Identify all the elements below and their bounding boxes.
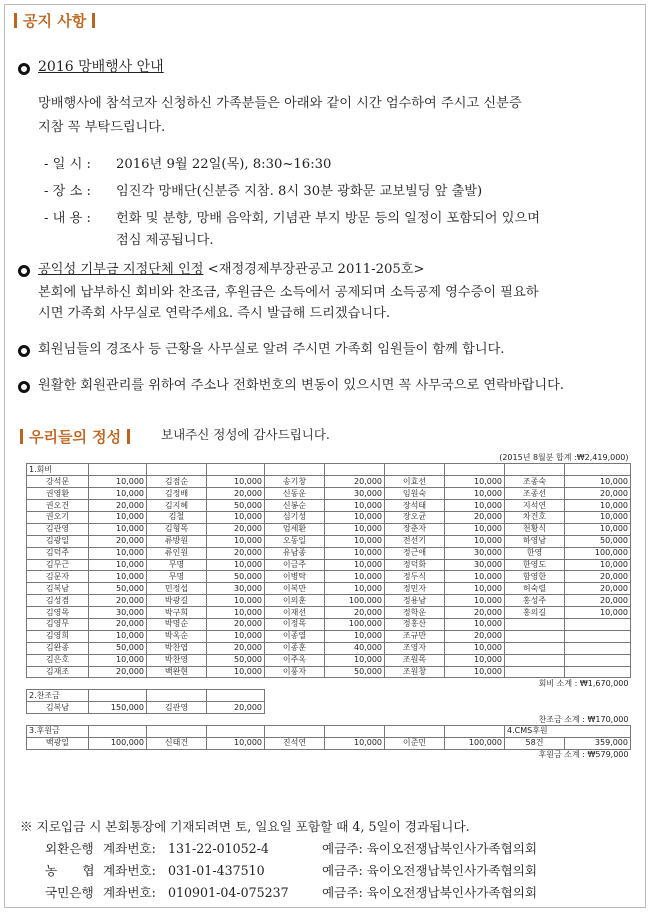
- empty-cell: [325, 725, 385, 737]
- contrib-thanks: 보내주신 정성에 감사드립니다.: [161, 427, 330, 442]
- empty-cell: [207, 690, 265, 702]
- donor-amount: 20,000: [565, 488, 631, 500]
- donor-amount: 20,000: [325, 607, 385, 619]
- donor-amount: 10,000: [325, 511, 385, 523]
- donor-name: 박찬엽: [147, 642, 207, 654]
- event-content-line2: 점심 제공됩니다.: [116, 233, 214, 248]
- giro-note: ※ 지로입금 시 본회통장에 기재되려면 토, 일요일 포함할 때 4, 5일이 경과됩니다.: [20, 819, 470, 834]
- donor-name: 이병탁: [265, 571, 325, 583]
- table-row: [27, 702, 631, 714]
- donor-name: 김영목: [27, 607, 89, 619]
- bank-name: 농 협: [45, 863, 95, 878]
- donor-name: 김정배: [147, 488, 207, 500]
- donor-name: [505, 666, 565, 678]
- donor-amount: 10,000: [207, 511, 265, 523]
- table-row: [27, 500, 631, 512]
- empty-cell: [565, 464, 631, 476]
- empty-cell: [445, 725, 505, 737]
- donor-name: 김형목: [147, 523, 207, 535]
- donor-amount: 10,000: [207, 559, 265, 571]
- subtotal-row: [27, 714, 631, 726]
- donor-amount: 10,000: [207, 535, 265, 547]
- donor-amount: 10,000: [445, 595, 505, 607]
- donor-name: 정용남: [385, 595, 445, 607]
- donor-name: 김철: [147, 511, 207, 523]
- donor-amount: [565, 666, 631, 678]
- donor-amount: 10,000: [445, 642, 505, 654]
- notice-section-title: 공지 사항: [8, 10, 101, 31]
- empty-cell: [445, 464, 505, 476]
- donor-amount: 20,000: [325, 476, 385, 488]
- donor-amount: [565, 642, 631, 654]
- donor-amount: 10,000: [445, 476, 505, 488]
- donor-name: 장오균: [385, 511, 445, 523]
- donor-amount: 10,000: [89, 476, 147, 488]
- donor-amount: 10,000: [89, 559, 147, 571]
- donor-name: 김관영: [27, 523, 89, 535]
- donor-amount: 40,000: [325, 642, 385, 654]
- donor-name: 이효선: [385, 476, 445, 488]
- donor-name: 장춘자: [385, 523, 445, 535]
- donor-amount: 20,000: [89, 595, 147, 607]
- donor-amount: 150,000: [89, 702, 147, 714]
- donor-name: 오동일: [265, 535, 325, 547]
- empty-cell: [385, 725, 445, 737]
- donor-amount: 20,000: [445, 607, 505, 619]
- donor-name: 정홍산: [385, 618, 445, 630]
- donor-name: 백광일: [27, 737, 89, 749]
- donor-amount: 10,000: [89, 488, 147, 500]
- event-content: - 내 용 : 헌화 및 분향, 망배 음악회, 기념관 부지 방문 등의 일정이 포함되어 있으며: [44, 211, 540, 226]
- donor-name: 함영한: [505, 571, 565, 583]
- donor-amount: 10,000: [89, 523, 147, 535]
- donor-name: 엄세환: [265, 523, 325, 535]
- donor-name: 임원숙: [385, 488, 445, 500]
- donor-name: 김광일: [27, 535, 89, 547]
- table-row: [27, 523, 631, 535]
- donor-amount: 20,000: [445, 630, 505, 642]
- donation-title-line: 공익성 기부금 지정단체 인정 <재정경제부장관공고 2011-205호>: [38, 262, 425, 277]
- donor-amount: 30,000: [445, 547, 505, 559]
- account-number: 131-22-01052-4: [168, 841, 269, 856]
- bullet-icon: [18, 63, 30, 75]
- empty-cell: [89, 464, 147, 476]
- donor-name: [505, 654, 565, 666]
- title-bar-left: [20, 429, 23, 444]
- bullet-icon: [18, 345, 30, 357]
- donor-name: 신동운: [265, 488, 325, 500]
- donor-name: 박명순: [147, 618, 207, 630]
- donor-name: 이종훈: [265, 642, 325, 654]
- donor-amount: 20,000: [565, 583, 631, 595]
- donor-amount: 50,000: [207, 654, 265, 666]
- donor-amount: 20,000: [565, 595, 631, 607]
- table-row: [27, 476, 631, 488]
- donor-name: 조영자: [385, 642, 445, 654]
- account-holder: 예금주: 육이오전쟁납북인사가족협의회: [322, 863, 538, 878]
- empty-cell: [505, 464, 565, 476]
- empty-cell: [385, 464, 445, 476]
- donor-name: 이정목: [265, 618, 325, 630]
- account-number: 031-01-437510: [168, 863, 265, 878]
- donor-amount: 100,000: [445, 737, 505, 749]
- donor-amount: 10,000: [325, 523, 385, 535]
- donor-amount: 10,000: [89, 654, 147, 666]
- donor-name: 정근애: [385, 547, 445, 559]
- donor-amount: 50,000: [89, 583, 147, 595]
- account-number: 010901-04-075237: [168, 885, 289, 900]
- empty-cell: [207, 464, 265, 476]
- donor-amount: 20,000: [207, 618, 265, 630]
- donor-amount: 10,000: [207, 630, 265, 642]
- donor-amount: 50,000: [325, 666, 385, 678]
- donor-amount: [565, 618, 631, 630]
- donor-name: 권오기: [27, 511, 89, 523]
- empty-cell: [265, 725, 325, 737]
- donor-amount: 10,000: [89, 571, 147, 583]
- donor-name: [505, 618, 565, 630]
- donor-amount: 10,000: [565, 523, 631, 535]
- contribution-table: [26, 452, 631, 761]
- donor-amount: 359,000: [565, 737, 631, 749]
- donor-name: 이종열: [265, 630, 325, 642]
- donor-amount: 20,000: [207, 702, 265, 714]
- donor-name: 권오건: [27, 500, 89, 512]
- donor-name: 정덕화: [385, 559, 445, 571]
- donor-amount: 10,000: [325, 654, 385, 666]
- support-subtotal: 찬조금 소계 : ₩170,000: [538, 714, 629, 724]
- donor-name: 백완현: [147, 666, 207, 678]
- account-holder: 예금주: 육이오전쟁납북인사가족협의회: [322, 841, 538, 856]
- donor-amount: 10,000: [565, 511, 631, 523]
- donor-amount: 10,000: [445, 488, 505, 500]
- donor-name: 이주옥: [265, 654, 325, 666]
- donor-name: 류인원: [147, 547, 207, 559]
- donor-amount: 10,000: [445, 500, 505, 512]
- donor-name: 이복만: [265, 583, 325, 595]
- table-row: [27, 737, 631, 749]
- donor-name: 정민자: [385, 583, 445, 595]
- donor-name: 신태건: [147, 737, 207, 749]
- donor-amount: 100,000: [565, 547, 631, 559]
- account-label: 계좌번호:: [103, 863, 156, 878]
- notice-item-3: 회원님들의 경조사 등 근황을 사무실로 알려 주시면 가족회 임원들이 함께 합니다.: [38, 342, 505, 357]
- donor-name: 박광길: [147, 595, 207, 607]
- donor-name: 김완종: [27, 642, 89, 654]
- table-row: [27, 559, 631, 571]
- donor-amount: 10,000: [207, 737, 265, 749]
- donor-name: 조원목: [385, 654, 445, 666]
- donor-amount: 100,000: [325, 595, 385, 607]
- donor-amount: 10,000: [325, 535, 385, 547]
- subtotal-row: [27, 678, 631, 690]
- donor-name: 김복남: [27, 702, 89, 714]
- donor-name: 이풍자: [265, 666, 325, 678]
- donor-amount: [565, 654, 631, 666]
- event-intro-line1: 망배행사에 참석코자 신청하신 가족분들은 아래와 같이 시간 엄수하여 주시고 신분증: [38, 96, 522, 111]
- donor-amount: 20,000: [89, 618, 147, 630]
- donor-name: 신봉순: [265, 500, 325, 512]
- table-row: [27, 547, 631, 559]
- donor-name: 김영무: [27, 618, 89, 630]
- section-label: 3.후원금: [27, 725, 89, 737]
- sponsor-label-row: [27, 725, 631, 737]
- event-title: 2016 망배행사 안내: [38, 59, 164, 75]
- account-holder: 예금주: 육이오전쟁납북인사가족협의회: [322, 885, 538, 900]
- section-label: 1.회비: [27, 464, 89, 476]
- donor-amount: 20,000: [207, 642, 265, 654]
- account-label: 계좌번호:: [103, 885, 156, 900]
- donor-name: 박찬영: [147, 654, 207, 666]
- donor-amount: 20,000: [565, 571, 631, 583]
- donor-name: 이재선: [265, 607, 325, 619]
- donor-name: 허숙렬: [505, 583, 565, 595]
- donor-amount: 10,000: [89, 511, 147, 523]
- bullet-icon: [18, 265, 30, 277]
- donor-name: 무명: [147, 559, 207, 571]
- notice-item-4: 원활한 회원관리를 위하여 주소나 전화번호의 변동이 있으시면 꼭 사무국으로 연락바랍니다.: [38, 378, 565, 393]
- donor-name: 진석연: [265, 737, 325, 749]
- donor-amount: 10,000: [207, 476, 265, 488]
- donor-amount: 10,000: [89, 547, 147, 559]
- table-row: [27, 535, 631, 547]
- donor-amount: 10,000: [445, 523, 505, 535]
- cms-label: 4.CMS후원: [505, 725, 631, 737]
- donor-amount: 50,000: [207, 500, 265, 512]
- donor-name: [505, 642, 565, 654]
- donor-amount: 10,000: [325, 583, 385, 595]
- support-label-row: [27, 690, 631, 702]
- donor-name: 김복남: [27, 583, 89, 595]
- donor-name: 한영도: [505, 559, 565, 571]
- donor-name: 정학운: [385, 607, 445, 619]
- donor-name: 김은호: [27, 654, 89, 666]
- donor-name: 김덕주: [27, 547, 89, 559]
- donor-name: 이금주: [265, 559, 325, 571]
- donor-amount: 30,000: [89, 607, 147, 619]
- event-intro-line2: 지참 꼭 부탁드립니다.: [38, 120, 166, 135]
- table-row: [27, 583, 631, 595]
- donor-amount: 30,000: [445, 559, 505, 571]
- donor-amount: 10,000: [445, 535, 505, 547]
- donation-line1: 본회에 납부하신 회비와 찬조금, 후원금은 소득에서 공제되며 소득공제 영수증이 필요하: [38, 285, 539, 300]
- donor-amount: 30,000: [207, 583, 265, 595]
- bank-name: 국민은행: [45, 885, 94, 900]
- table-row: [27, 511, 631, 523]
- event-date: - 일 시 : 2016년 9월 22일(목), 8:30~16:30: [44, 157, 332, 172]
- table-row: [27, 595, 631, 607]
- blank: [265, 690, 631, 702]
- donor-amount: 50,000: [89, 642, 147, 654]
- donor-amount: 100,000: [325, 618, 385, 630]
- donor-amount: 20,000: [89, 666, 147, 678]
- empty-cell: [147, 725, 207, 737]
- donor-name: 하영남: [505, 535, 565, 547]
- donor-amount: 10,000: [325, 559, 385, 571]
- event-place: - 장 소 : 임진각 망배단(신분증 지참. 8시 30분 광화문 교보빌딩 앞 출발): [44, 184, 483, 199]
- donor-name: 조종선: [505, 488, 565, 500]
- donor-amount: 30,000: [325, 488, 385, 500]
- donor-name: 홍성주: [505, 595, 565, 607]
- donor-amount: [565, 630, 631, 642]
- donor-name: 장석태: [385, 500, 445, 512]
- empty-cell: [147, 690, 207, 702]
- donor-amount: 10,000: [207, 595, 265, 607]
- donor-amount: 10,000: [89, 630, 147, 642]
- donor-name: 김재조: [27, 666, 89, 678]
- donor-name: 조규만: [385, 630, 445, 642]
- donor-name: 홍의길: [505, 607, 565, 619]
- donor-name: 정두식: [385, 571, 445, 583]
- donor-amount: 20,000: [89, 500, 147, 512]
- fees-subtotal: 회비 소계 : ₩1,670,000: [538, 678, 629, 688]
- donation-line2: 시면 가족회 사무실로 연락주세요. 즉시 발급해 드리겠습니다.: [38, 306, 391, 321]
- donor-name: 김지혜: [147, 500, 207, 512]
- donor-name: 전선기: [385, 535, 445, 547]
- table-row: [27, 642, 631, 654]
- donor-amount: 10,000: [207, 607, 265, 619]
- table-row: [27, 571, 631, 583]
- donor-name: 유남종: [265, 547, 325, 559]
- donor-amount: 10,000: [445, 583, 505, 595]
- donor-amount: 10,000: [325, 500, 385, 512]
- table-row: [27, 666, 631, 678]
- account-label: 계좌번호:: [103, 841, 156, 856]
- donor-amount: 10,000: [445, 654, 505, 666]
- bank-name: 외환은행: [45, 841, 94, 856]
- donor-amount: 50,000: [207, 571, 265, 583]
- contrib-section-title: 우리들의 정성: [14, 426, 136, 447]
- donor-amount: 20,000: [207, 488, 265, 500]
- donor-name: 김영희: [27, 630, 89, 642]
- donor-name: 김점순: [147, 476, 207, 488]
- monthly-total: (2015년 8월분 합계 :₩2,419,000): [499, 452, 629, 462]
- donor-name: 송기창: [265, 476, 325, 488]
- donor-amount: 10,000: [445, 571, 505, 583]
- donor-amount: 10,000: [207, 666, 265, 678]
- donor-amount: 10,000: [325, 630, 385, 642]
- bullet-icon: [18, 381, 30, 393]
- donor-name: 지석연: [505, 500, 565, 512]
- title-bar-right: [127, 429, 130, 444]
- section-label: 2.찬조금: [27, 690, 89, 702]
- donor-name: 김문자: [27, 571, 89, 583]
- donor-amount: 10,000: [325, 547, 385, 559]
- title-bar-right: [92, 13, 95, 28]
- donor-amount: 10,000: [325, 571, 385, 583]
- donor-amount: 10,000: [565, 500, 631, 512]
- subtotal-row: [27, 749, 631, 761]
- blank: [265, 702, 631, 714]
- donor-name: 조원창: [385, 666, 445, 678]
- donor-name: 차건호: [505, 511, 565, 523]
- table-row: [27, 654, 631, 666]
- empty-cell: [265, 464, 325, 476]
- donor-name: 58건: [505, 737, 565, 749]
- table-row: [27, 630, 631, 642]
- donor-amount: 100,000: [89, 737, 147, 749]
- donor-amount: 10,000: [565, 476, 631, 488]
- empty-cell: [207, 725, 265, 737]
- donor-name: 박구희: [147, 607, 207, 619]
- donor-name: 강석문: [27, 476, 89, 488]
- donor-name: 심기성: [265, 511, 325, 523]
- table-row: [27, 618, 631, 630]
- empty-cell: [89, 690, 147, 702]
- donor-name: 김성겸: [27, 595, 89, 607]
- donor-amount: 50,000: [565, 535, 631, 547]
- donor-name: 박옥순: [147, 630, 207, 642]
- table-row: [27, 488, 631, 500]
- donor-amount: 10,000: [565, 607, 631, 619]
- donor-name: 김관영: [147, 702, 207, 714]
- donor-name: 한영: [505, 547, 565, 559]
- donor-amount: 20,000: [89, 535, 147, 547]
- title-bar-left: [14, 13, 17, 28]
- donor-amount: 10,000: [325, 737, 385, 749]
- donor-amount: 10,000: [445, 666, 505, 678]
- donor-name: 이의훈: [265, 595, 325, 607]
- donor-amount: 20,000: [207, 547, 265, 559]
- donor-amount: 10,000: [445, 618, 505, 630]
- donor-name: 무명: [147, 571, 207, 583]
- donor-name: 권영환: [27, 488, 89, 500]
- donor-name: [505, 630, 565, 642]
- donor-amount: 20,000: [207, 523, 265, 535]
- donor-amount: 10,000: [565, 559, 631, 571]
- donor-name: 김무근: [27, 559, 89, 571]
- empty-cell: [147, 464, 207, 476]
- donor-name: 류방원: [147, 535, 207, 547]
- table-header-row: [27, 452, 631, 464]
- table-row: [27, 607, 631, 619]
- donor-name: 조종숙: [505, 476, 565, 488]
- donor-name: 민정섭: [147, 583, 207, 595]
- donor-name: 이준민: [385, 737, 445, 749]
- donor-amount: 20,000: [445, 511, 505, 523]
- sponsor-subtotal: 후원금 소계 : ₩579,000: [538, 750, 629, 760]
- empty-cell: [89, 725, 147, 737]
- empty-cell: [325, 464, 385, 476]
- donor-name: 천황식: [505, 523, 565, 535]
- fees-label-row: [27, 464, 631, 476]
